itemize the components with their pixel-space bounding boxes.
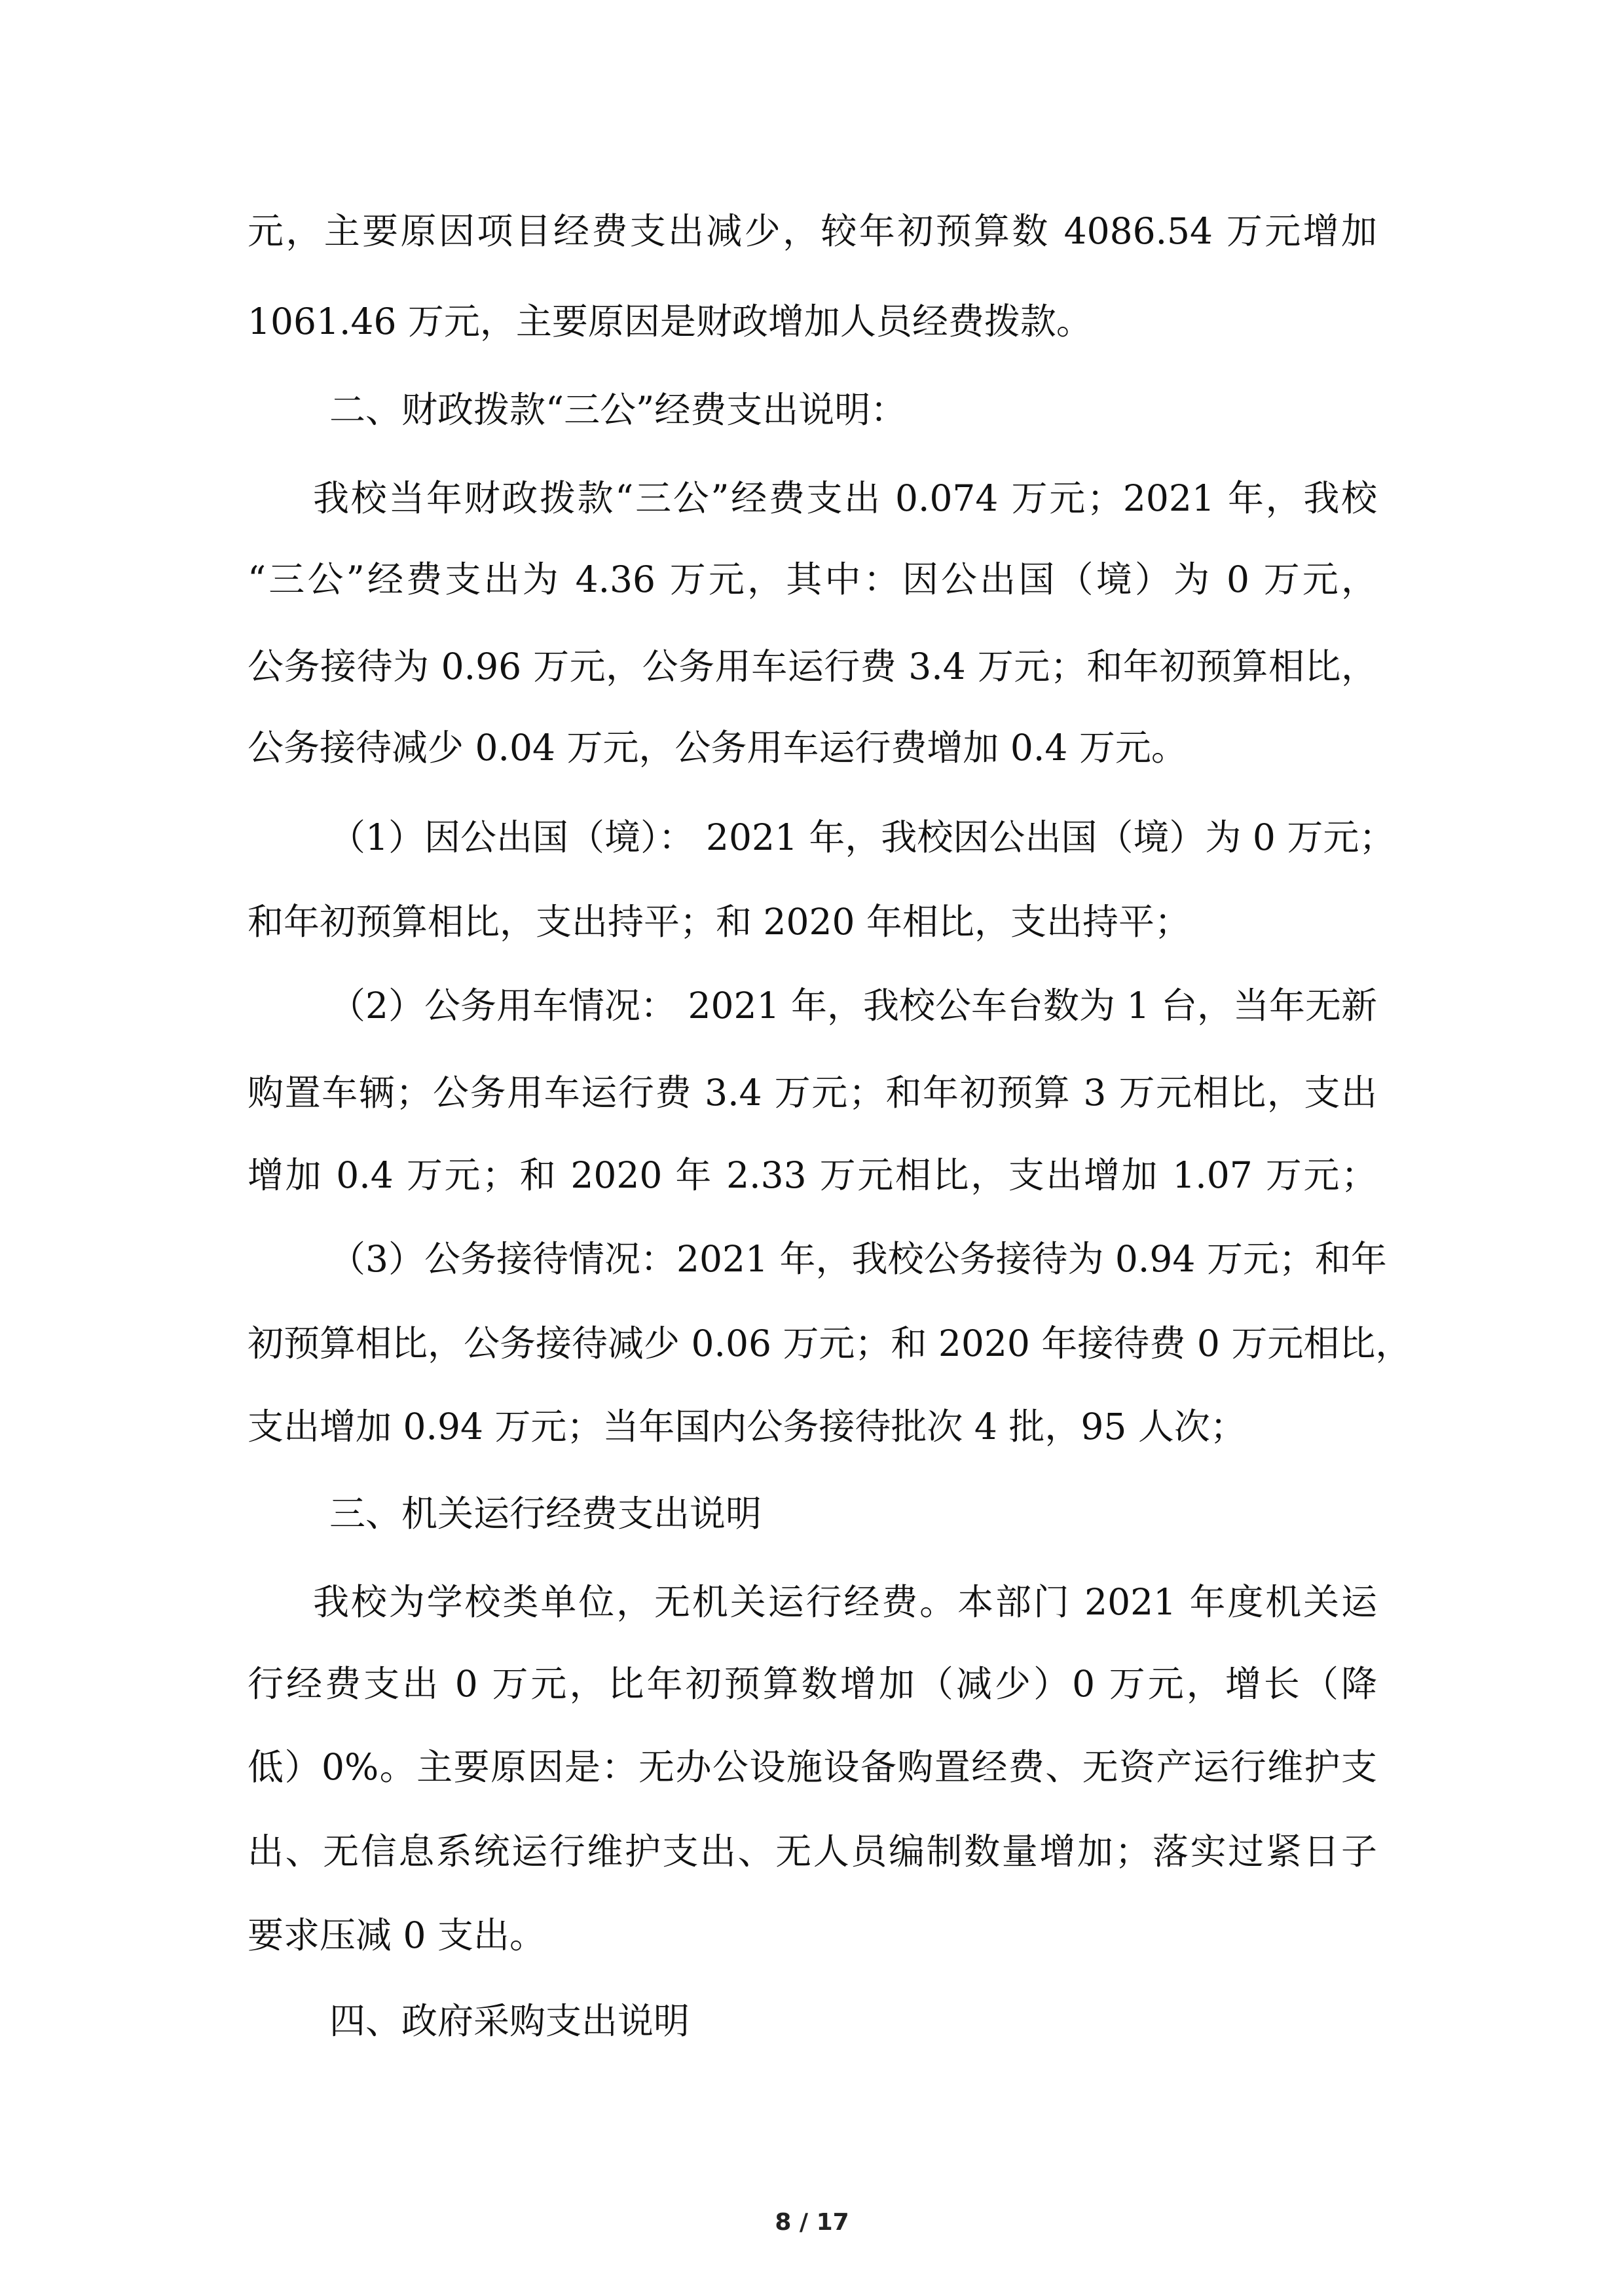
paragraph-line: （2）公务用车情况： 2021 年，我校公车台数为 1 台，当年无新 (329, 985, 1377, 1027)
page-number: 8 / 17 (775, 2209, 849, 2236)
paragraph-line: 低）0%。主要原因是：无办公设施设备购置经费、无资产运行维护支 (248, 1746, 1377, 1788)
paragraph-line: 我校为学校类单位，无机关运行经费。本部门 2021 年度机关运 (313, 1581, 1377, 1623)
section-heading: 二、财政拨款“三公”经费支出说明： (329, 389, 907, 431)
paragraph-line: 和年初预算相比，支出持平；和 2020 年相比，支出持平； (248, 901, 1190, 943)
paragraph-line: 1061.46 万元，主要原因是财政增加人员经费拨款。 (248, 301, 1092, 342)
paragraph-line: 初预算相比，公务接待减少 0.06 万元；和 2020 年接待费 0 万元相比， (248, 1322, 1412, 1364)
paragraph-line: 行经费支出 0 万元，比年初预算数增加（减少）0 万元，增长（降 (248, 1663, 1377, 1705)
paragraph-line: 支出增加 0.94 万元；当年国内公务接待批次 4 批，95 人次； (248, 1406, 1246, 1448)
paragraph-line: （1）因公出国（境）： 2021 年，我校因公出国（境）为 0 万元； (329, 816, 1395, 858)
paragraph-line: 公务接待为 0.96 万元，公务用车运行费 3.4 万元；和年初预算相比， (248, 646, 1377, 687)
paragraph-line: 元，主要原因项目经费支出减少，较年初预算数 4086.54 万元增加 (248, 210, 1378, 252)
section-heading: 三、机关运行经费支出说明 (329, 1493, 762, 1535)
paragraph-line: （3）公务接待情况：2021 年，我校公务接待为 0.94 万元；和年 (329, 1238, 1387, 1280)
paragraph-line: 我校当年财政拨款“三公”经费支出 0.074 万元；2021 年，我校 (313, 477, 1377, 519)
paragraph-line: 购置车辆；公务用车运行费 3.4 万元；和年初预算 3 万元相比，支出 (248, 1072, 1377, 1114)
section-heading: 四、政府采购支出说明 (329, 2000, 690, 2042)
paragraph-line: “三公”经费支出为 4.36 万元，其中：因公出国（境）为 0 万元， (248, 558, 1377, 600)
paragraph-line: 增加 0.4 万元；和 2020 年 2.33 万元相比，支出增加 1.07 万元； (248, 1154, 1377, 1196)
paragraph-line: 公务接待减少 0.04 万元，公务用车运行费增加 0.4 万元。 (248, 727, 1187, 769)
paragraph-line: 出、无信息系统运行维护支出、无人员编制数量增加；落实过紧日子 (248, 1831, 1377, 1872)
paragraph-line: 要求压减 0 支出。 (248, 1914, 545, 1956)
